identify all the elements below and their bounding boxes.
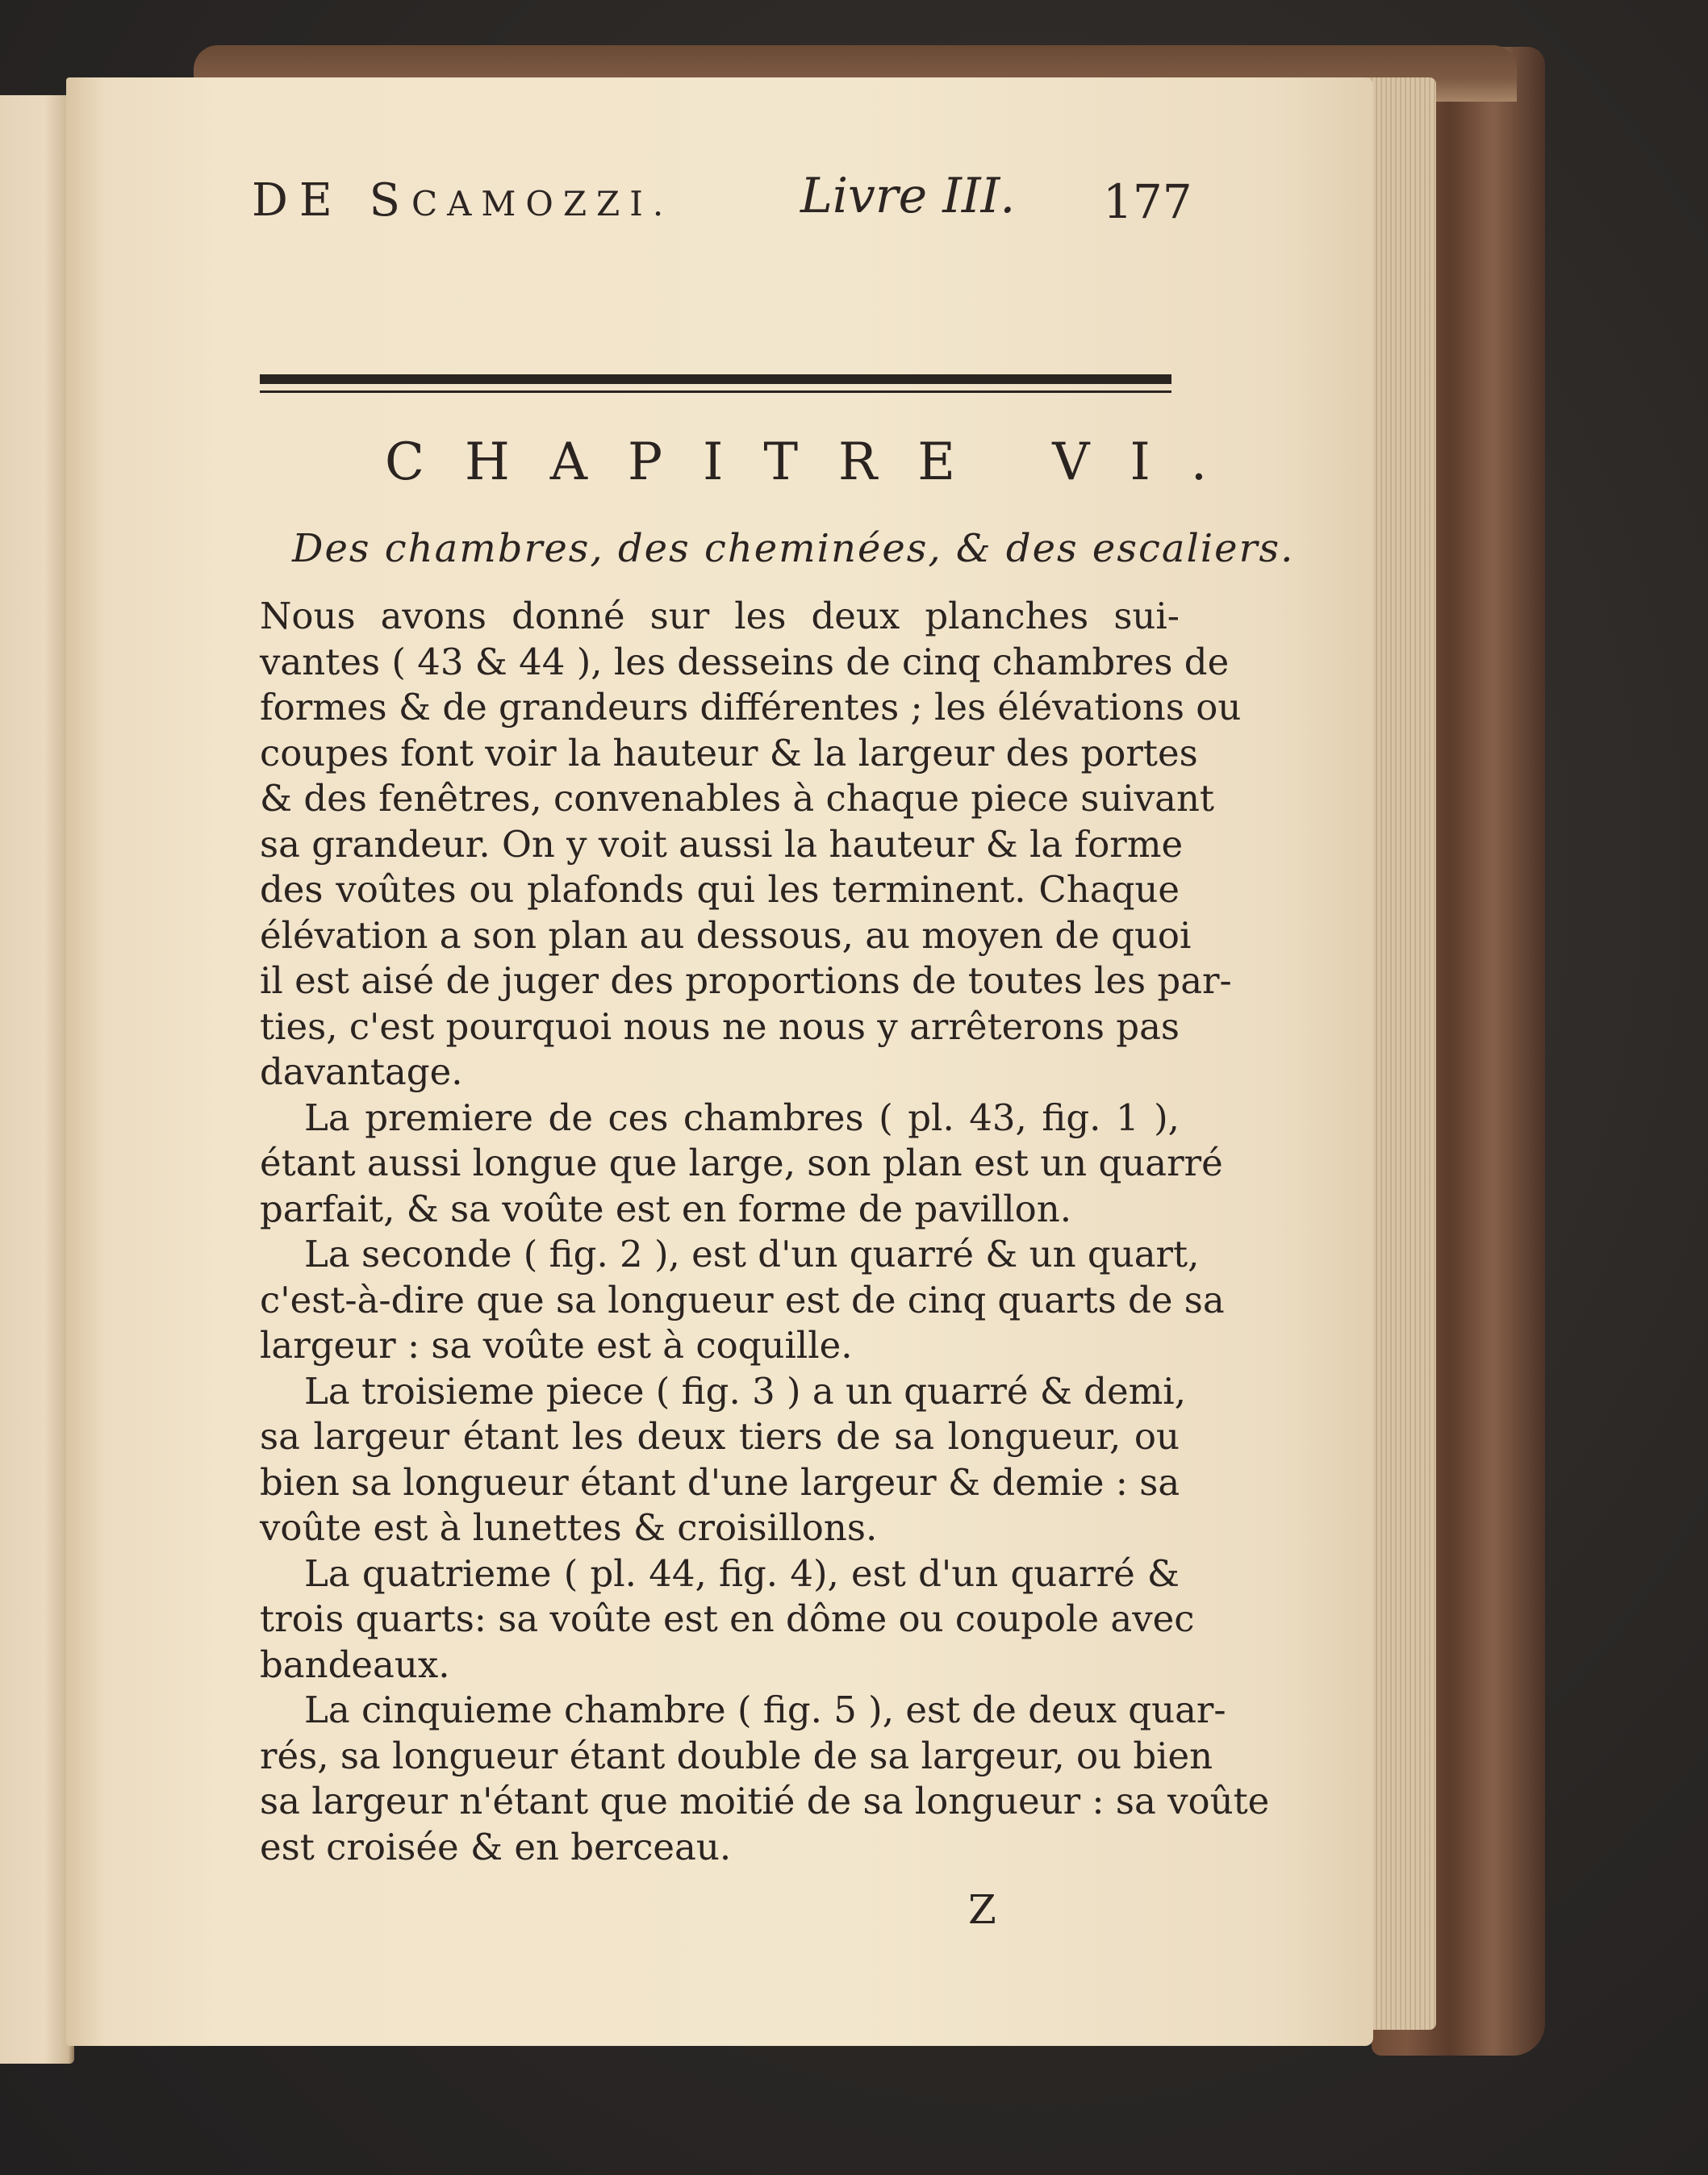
text-line: La cinquieme chambre ( fig. 5 ), est de deux quar-	[304, 1689, 1226, 1731]
text-line: élévation a son plan au dessous, au moyen de quoi	[260, 913, 1192, 957]
text-line: Nous avons donné sur les deux planches sui-	[260, 595, 1180, 637]
text-line: étant aussi longue que large, son plan est un quarré	[260, 1142, 1223, 1184]
text-line: La seconde ( fig. 2 ), est d'un quarré & un quart,	[304, 1233, 1200, 1275]
text-line: bien sa longueur étant d'une largeur & demie : sa	[260, 1460, 1180, 1504]
chapter-subtitle: Des chambres, des cheminées, & des escaliers.	[292, 526, 1295, 571]
text-line: sa grandeur. On y voit aussi la hauteur & la forme	[260, 822, 1184, 866]
text-line: des voûtes ou plafonds qui les terminent. Chaque	[260, 868, 1180, 911]
text-line: La quatrieme ( pl. 44, fig. 4), est d'un quarré &	[304, 1551, 1180, 1595]
running-head-name: CAMOZZI.	[411, 184, 674, 223]
chapter-title: CHAPITRE VI.	[385, 432, 1248, 492]
text-line: est croisée & en berceau.	[260, 1825, 732, 1868]
text-line: vantes ( 43 & 44 ), les desseins de cinq chambres de	[260, 640, 1230, 683]
header-rule-thin	[260, 390, 1171, 393]
running-head-book: Livre III.	[800, 168, 1016, 224]
text-line: largeur : sa voûte est à coquille.	[260, 1324, 853, 1367]
text-line: davantage.	[260, 1050, 463, 1093]
text-line: ties, c'est pourquoi nous ne nous y arrêterons pas	[260, 1004, 1180, 1048]
signature-mark: Z	[968, 1886, 996, 1933]
body-text	[260, 594, 1270, 1870]
text-line: trois quarts: sa voûte est en dôme ou coupole avec	[260, 1597, 1195, 1640]
text-line: coupes font voir la hauteur & la largeur des portes	[260, 731, 1198, 774]
running-head-title	[252, 174, 673, 227]
page-number: 177	[1103, 174, 1192, 229]
book-page	[66, 77, 1373, 2046]
header-rule-thick	[260, 374, 1171, 384]
text-line: La troisieme piece ( fig. 3 ) a un quarré & demi,	[304, 1369, 1187, 1413]
text-line: sa largeur étant les deux tiers de sa longueur, ou	[260, 1415, 1180, 1458]
running-head-prefix: DE S	[252, 174, 411, 227]
text-line: sa largeur n'étant que moitié de sa longueur : sa voûte	[260, 1780, 1270, 1822]
text-line: il est aisé de juger des proportions de toutes les par-	[260, 959, 1232, 1002]
left-page	[0, 95, 74, 2064]
text-line: c'est-à-dire que sa longueur est de cinq quarts de sa	[260, 1278, 1225, 1321]
text-line: La premiere de ces chambres ( pl. 43, fig. 1 ),	[304, 1096, 1180, 1139]
text-line: voûte est à lunettes & croisillons.	[260, 1506, 878, 1549]
text-line: parfait, & sa voûte est en forme de pavillon.	[260, 1187, 1072, 1230]
page-edges	[1363, 77, 1436, 2030]
text-line: bandeaux.	[260, 1643, 450, 1686]
text-line: & des fenêtres, convenables à chaque piece suivant	[260, 777, 1215, 820]
text-line: formes & de grandeurs différentes ; les élévations ou	[260, 686, 1242, 728]
text-line: rés, sa longueur étant double de sa largeur, ou bien	[260, 1734, 1213, 1777]
